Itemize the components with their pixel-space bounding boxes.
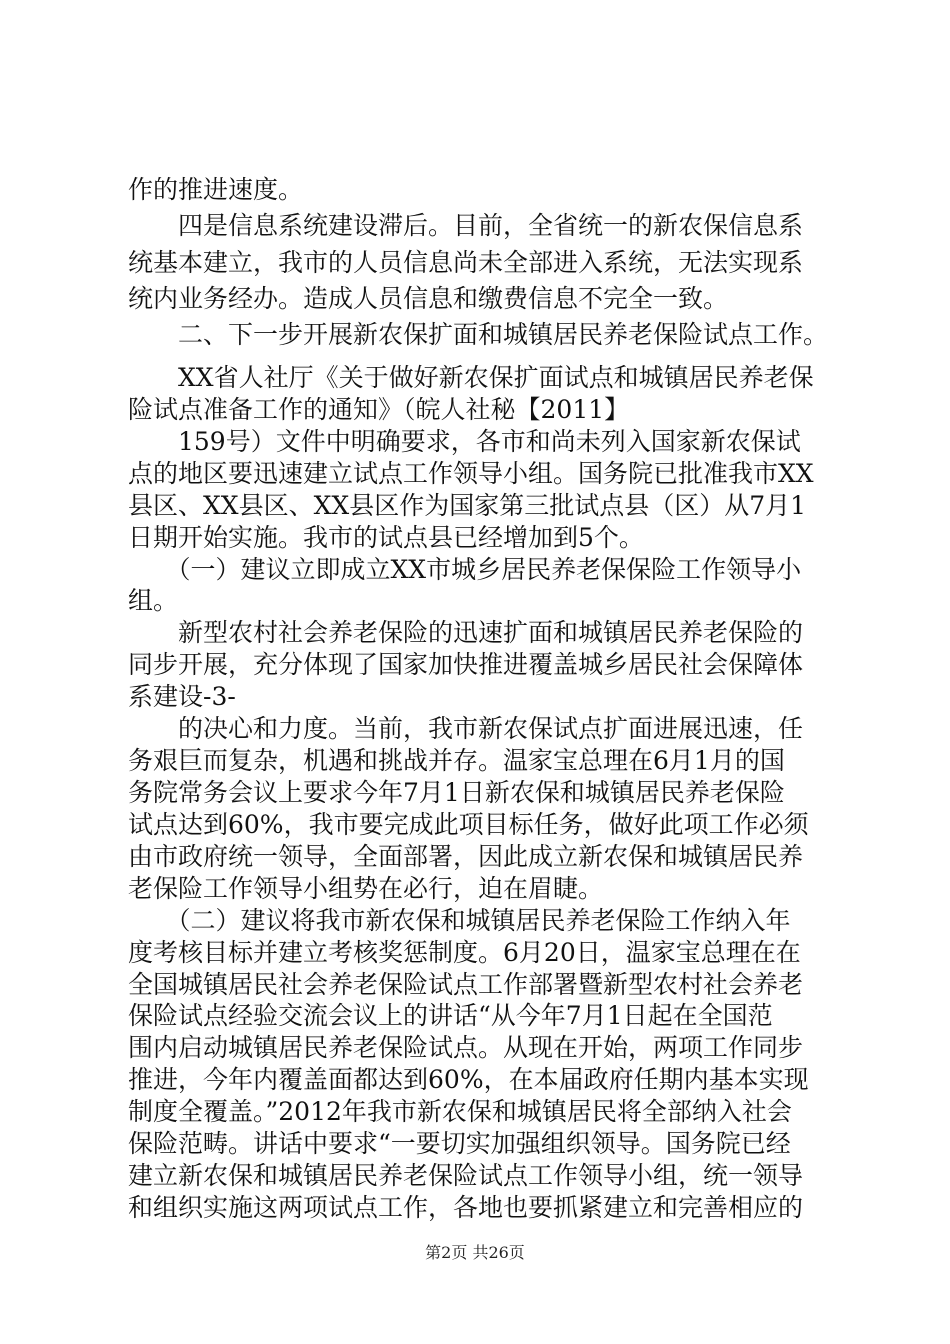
text-line: 推进，今年内覆盖面都达到60%，在本届政府任期内基本实现: [128, 1065, 809, 1094]
text-line: 由市政府统一领导，全面部署，因此成立新农保和城镇居民养: [128, 842, 804, 871]
text-line: 全国城镇居民社会养老保险试点工作部署暨新型农村社会养老: [128, 970, 804, 999]
text-line: 保险试点经验交流会议上的讲话“从今年7月1日起在全国范: [128, 1001, 773, 1030]
text-line: （一）建议立即成立XX市城乡居民养老保保险工作领导小: [128, 555, 802, 584]
text-line: 务艰巨而复杂，机遇和挑战并存。温家宝总理在6月1月的国: [128, 746, 785, 775]
text-line: 县区、XX县区、XX县区作为国家第三批试点县（区）从7月1: [128, 491, 807, 520]
section-heading: 二、下一步开展新农保扩面和城镇居民养老保险试点工作。: [128, 320, 829, 349]
text-line: 统内业务经办。造成人员信息和缴费信息不完全一致。: [128, 284, 729, 313]
page-footer: 第2页 共26页: [425, 1243, 525, 1262]
text-line: 制度全覆盖。”2012年我市新农保和城镇居民将全部纳入社会: [128, 1097, 792, 1126]
text-line: 老保险工作领导小组势在必行，迫在眉睫。: [128, 874, 604, 903]
text-line: 统基本建立，我市的人员信息尚未全部进入系统，无法实现系: [128, 248, 804, 277]
text-line: （二）建议将我市新农保和城镇居民养老保险工作纳入年: [128, 906, 791, 935]
text-line: 作的推进速度。: [128, 175, 304, 204]
text-line: 新型农村社会养老保险的迅速扩面和城镇居民养老保险的: [128, 618, 804, 647]
text-line: 日期开始实施。我市的试点县已经增加到5个。: [128, 523, 644, 552]
text-line: 建立新农保和城镇居民养老保险试点工作领导小组，统一领导: [128, 1161, 804, 1190]
text-line: 试点达到60%，我市要完成此项目标任务，做好此项工作必须: [128, 810, 809, 839]
text-line: 保险范畴。讲话中要求“一要切实加强组织领导。国务院已经: [128, 1129, 791, 1158]
text-line: 务院常务会议上要求今年7月1日新农保和城镇居民养老保险: [128, 778, 785, 807]
text-line: 险试点准备工作的通知》（皖人社秘【2011】: [128, 395, 630, 424]
text-line: 围内启动城镇居民养老保险试点。从现在开始，两项工作同步: [128, 1033, 804, 1062]
text-line: 组。: [128, 586, 179, 615]
text-line: 系建设-3-: [128, 682, 236, 711]
text-line: 点的地区要迅速建立试点工作领导小组。国务院已批准我市XX: [128, 459, 814, 488]
text-line: 四是信息系统建设滞后。目前，全省统一的新农保信息系: [128, 211, 804, 240]
text-line: 的决心和力度。当前，我市新农保试点扩面进展迅速，任: [128, 714, 804, 743]
text-line: 159号）文件中明确要求，各市和尚未列入国家新农保试: [128, 427, 801, 456]
text-line: 同步开展，充分体现了国家加快推进覆盖城乡居民社会保障体: [128, 650, 804, 679]
text-line: XX省人社厅《关于做好新农保扩面试点和城镇居民养老保: [128, 363, 814, 392]
text-line: 和组织实施这两项试点工作，各地也要抓紧建立和完善相应的: [128, 1193, 804, 1222]
text-line: 度考核目标并建立考核奖惩制度。6月20日，温家宝总理在在: [128, 938, 801, 967]
